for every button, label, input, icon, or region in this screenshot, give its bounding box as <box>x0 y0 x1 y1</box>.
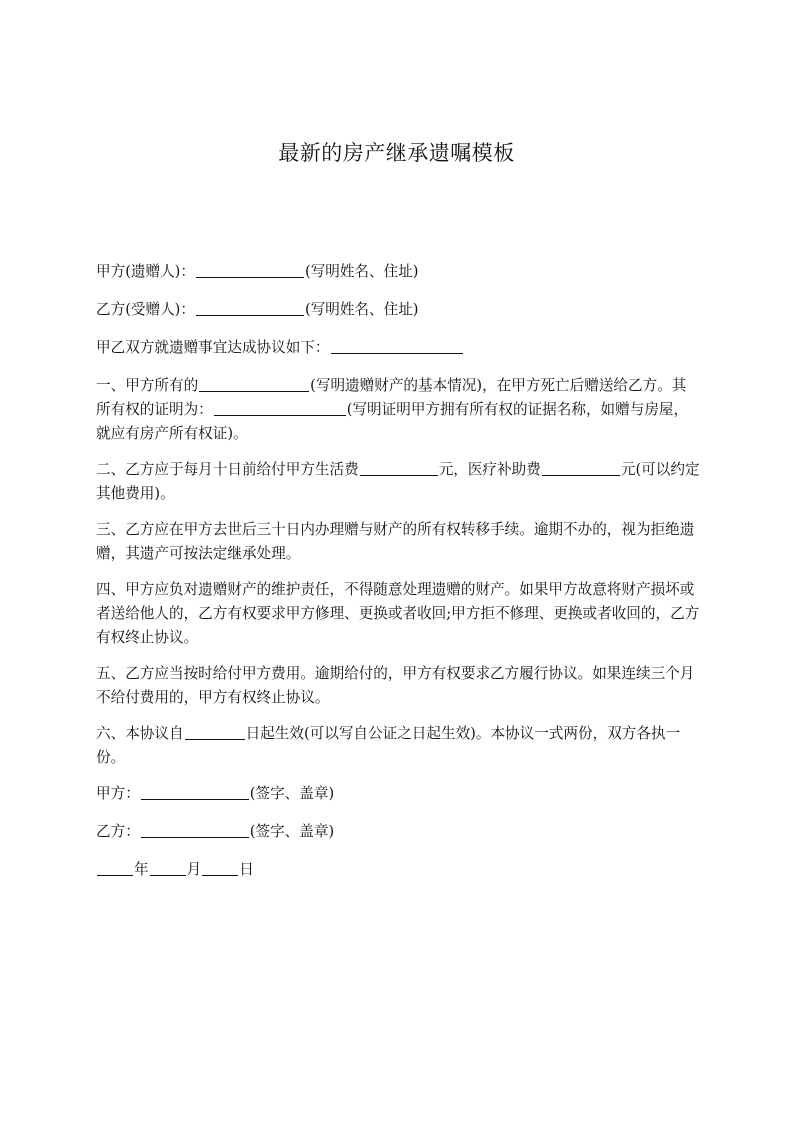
year-blank <box>97 860 133 876</box>
document-body <box>96 260 700 896</box>
clause-4: 四、甲方应负对遗赠财产的维护责任，不得随意处理遗赠的财产。如果甲方故意将财产损坏或者送给他人的，乙方有权要求甲方修理、更换或者收回;甲方拒不修理、更换或者收回的，乙方有权终止协议。 <box>96 581 700 646</box>
clause-6 <box>96 722 700 770</box>
party-b-label: 乙方(受赠人)： <box>96 301 195 318</box>
clause-2-living-fee-blank <box>360 460 438 476</box>
signature-a-note: (签字、盖章) <box>249 785 335 802</box>
clause-1-text-a: 一、甲方所有的 <box>96 377 199 394</box>
agreement-intro-blank <box>331 338 463 354</box>
signature-a-line <box>96 782 700 806</box>
signature-a-blank <box>141 784 249 800</box>
party-a-blank <box>196 262 304 278</box>
party-a-note: (写明姓名、住址) <box>304 263 419 280</box>
clause-1 <box>96 374 700 446</box>
month-label: 月 <box>186 861 202 878</box>
party-a-line <box>96 260 700 284</box>
clause-6-date-blank <box>185 724 245 740</box>
signature-b-blank <box>141 822 249 838</box>
agreement-intro-line <box>96 336 700 360</box>
year-label: 年 <box>134 861 149 878</box>
party-b-note: (写明姓名、住址) <box>304 301 419 318</box>
day-label: 日 <box>239 861 254 878</box>
clause-1-proof-blank <box>214 400 346 416</box>
date-line <box>96 858 700 882</box>
party-b-line <box>96 298 700 322</box>
clause-5: 五、乙方应当按时给付甲方费用。逾期给付的，甲方有权要求乙方履行协议。如果连续三个月不给付费用的，甲方有权终止协议。 <box>96 665 695 706</box>
party-a-label: 甲方(遗赠人)： <box>96 263 195 280</box>
party-b-blank <box>196 300 304 316</box>
agreement-intro: 甲乙双方就遗赠事宜达成协议如下： <box>96 339 330 356</box>
clause-3: 三、乙方应在甲方去世后三十日内办理赠与财产的所有权转移手续。逾期不办的，视为拒绝遗赠，其遗产可按法定继承处理。 <box>96 521 695 562</box>
clause-1-text-c: (写明证明甲方拥有所有权的证据名称，如赠与房屋，就应有房产所有权证)。 <box>96 401 689 442</box>
clause-2 <box>96 458 700 506</box>
clause-6-text-a: 六、本协议自 <box>96 725 184 742</box>
clause-2-text-b: 元，医疗补助费 <box>438 461 541 478</box>
day-blank <box>202 860 238 876</box>
signature-b-note: (签字、盖章) <box>249 823 335 840</box>
clause-2-text-a: 二、乙方应于每月十日前给付甲方生活费 <box>96 461 359 478</box>
clause-1-property-blank <box>199 376 309 392</box>
clause-2-medical-fee-blank <box>542 460 620 476</box>
month-blank <box>150 860 186 876</box>
document-title: 最新的房产继承遗嘱模板 <box>278 141 515 165</box>
clause-6-text-b: 日起生效(可以写自公证之日起生效)。本协议一式两份，双方各执一份。 <box>96 725 681 766</box>
signature-a-label: 甲方： <box>96 785 140 802</box>
signature-b-line <box>96 820 700 844</box>
clause-2-text-c: 元(可以约定其他费用)。 <box>96 461 700 502</box>
clause-1-text-b: (写明遗赠财产的基本情况)，在甲方死亡后赠送给乙方。其所有权的证明为： <box>96 377 687 418</box>
signature-b-label: 乙方： <box>96 823 140 840</box>
